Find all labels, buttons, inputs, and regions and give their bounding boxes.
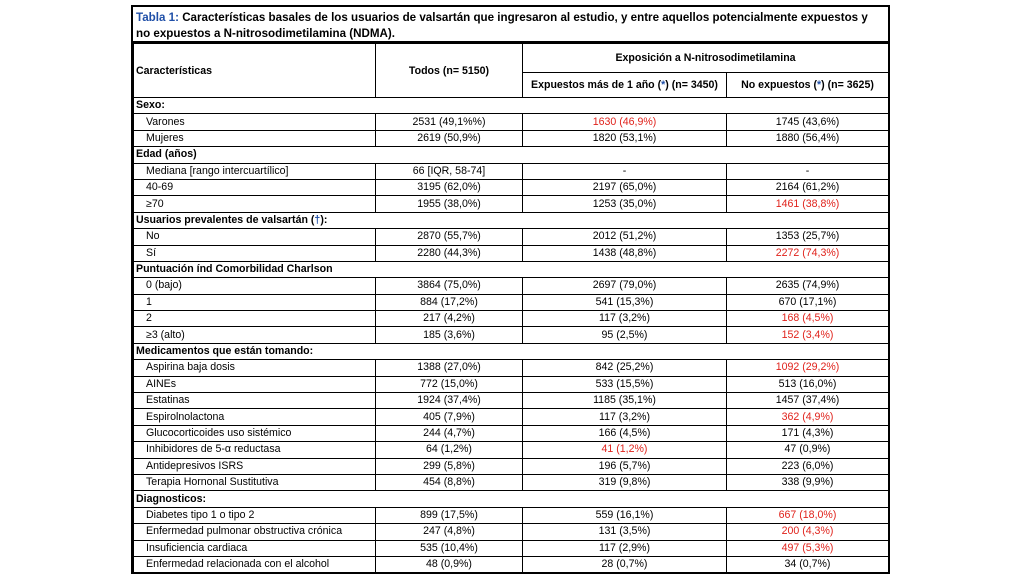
- cell-all: 1924 (37,4%): [376, 393, 523, 409]
- table-row: [134, 376, 889, 392]
- cell-exposed: 41 (1,2%): [523, 442, 727, 458]
- cell-unexposed: 171 (4,3%): [727, 425, 889, 441]
- cell-exposed: 117 (2,9%): [523, 540, 727, 556]
- section-prevalentes: [134, 212, 889, 228]
- cell-unexposed: 1457 (37,4%): [727, 393, 889, 409]
- row-label: No: [134, 229, 376, 245]
- header-exposed-post: ) (n= 3450): [665, 79, 718, 91]
- row-label: ≥3 (alto): [134, 327, 376, 343]
- cell-exposed: 1185 (35,1%): [523, 393, 727, 409]
- cell-exposed: 117 (3,2%): [523, 311, 727, 327]
- table-row: [134, 409, 889, 425]
- cell-exposed: 166 (4,5%): [523, 425, 727, 441]
- section-prevalentes-mark: †: [314, 213, 321, 226]
- row-label: Sí: [134, 245, 376, 261]
- table-row: [134, 393, 889, 409]
- row-label: Glucocorticoides uso sistémico: [134, 425, 376, 441]
- cell-exposed: 533 (15,5%): [523, 376, 727, 392]
- cell-exposed: -: [523, 163, 727, 179]
- row-label: 1: [134, 294, 376, 310]
- cell-exposed: 95 (2,5%): [523, 327, 727, 343]
- cell-all: 299 (5,8%): [376, 458, 523, 474]
- cell-unexposed: 168 (4,5%): [727, 311, 889, 327]
- table-row: [134, 196, 889, 212]
- table-row: [134, 245, 889, 261]
- cell-exposed: 117 (3,2%): [523, 409, 727, 425]
- cell-all: 2280 (44,3%): [376, 245, 523, 261]
- table-row: [134, 229, 889, 245]
- row-label: AINEs: [134, 376, 376, 392]
- table-row: [134, 442, 889, 458]
- cell-all: 2619 (50,9%): [376, 130, 523, 146]
- cell-unexposed: 47 (0,9%): [727, 442, 889, 458]
- cell-unexposed: 1745 (43,6%): [727, 114, 889, 130]
- header-unexposed-pre: No expuestos (: [741, 79, 818, 91]
- cell-unexposed: 1092 (29,2%): [727, 360, 889, 376]
- row-label: Varones: [134, 114, 376, 130]
- cell-all: 2531 (49,1%%): [376, 114, 523, 130]
- table-row: [134, 540, 889, 556]
- table-frame: [131, 5, 890, 574]
- cell-exposed: 1820 (53,1%): [523, 130, 727, 146]
- cell-unexposed: 2272 (74,3%): [727, 245, 889, 261]
- cell-all: 185 (3,6%): [376, 327, 523, 343]
- header-characteristics: Características: [134, 44, 376, 98]
- cell-unexposed: 338 (9,9%): [727, 474, 889, 490]
- section-edad: Edad (años): [134, 147, 889, 163]
- section-diagnosticos: Diagnosticos:: [134, 491, 889, 507]
- table-row: [134, 458, 889, 474]
- cell-exposed: 131 (3,5%): [523, 524, 727, 540]
- caption-text: Características basales de los usuarios de valsartán que ingresaron al estudio, y entre aquellos potencialmente expuestos y no expuestos a N-nitrosodimetilamina (NDMA).: [136, 11, 868, 40]
- cell-unexposed: 34 (0,7%): [727, 556, 889, 572]
- cell-all: 48 (0,9%): [376, 556, 523, 572]
- cell-unexposed: 1880 (56,4%): [727, 130, 889, 146]
- cell-all: 66 [IQR, 58-74]: [376, 163, 523, 179]
- header-unexposed-post: ) (n= 3625): [821, 79, 874, 91]
- cell-exposed: 559 (16,1%): [523, 507, 727, 523]
- row-label: Diabetes tipo 1 o tipo 2: [134, 507, 376, 523]
- header-unexposed: [727, 73, 889, 98]
- cell-unexposed: 670 (17,1%): [727, 294, 889, 310]
- cell-unexposed: 152 (3,4%): [727, 327, 889, 343]
- table-row: [134, 294, 889, 310]
- cell-unexposed: 667 (18,0%): [727, 507, 889, 523]
- table-row: [134, 474, 889, 490]
- row-label: 2: [134, 311, 376, 327]
- table-row: [134, 556, 889, 572]
- cell-all: 64 (1,2%): [376, 442, 523, 458]
- table-row: [134, 311, 889, 327]
- table-row: [134, 327, 889, 343]
- section-prevalentes-pre: Usuarios prevalentes de valsartán (: [136, 213, 315, 226]
- cell-unexposed: 223 (6,0%): [727, 458, 889, 474]
- caption-label: Tabla 1:: [136, 11, 179, 24]
- cell-all: 454 (8,8%): [376, 474, 523, 490]
- table-row: [134, 179, 889, 195]
- table-row: [134, 163, 889, 179]
- cell-exposed: 2697 (79,0%): [523, 278, 727, 294]
- row-label: Antidepresivos ISRS: [134, 458, 376, 474]
- cell-all: 899 (17,5%): [376, 507, 523, 523]
- cell-exposed: 2197 (65,0%): [523, 179, 727, 195]
- section-charlson: Puntuación índ Comorbilidad Charlson: [134, 261, 889, 277]
- cell-unexposed: -: [727, 163, 889, 179]
- cell-exposed: 541 (15,3%): [523, 294, 727, 310]
- header-exposed-pre: Expuestos más de 1 año (: [531, 79, 662, 91]
- cell-all: 2870 (55,7%): [376, 229, 523, 245]
- cell-exposed: 1438 (48,8%): [523, 245, 727, 261]
- row-label: Enfermedad pulmonar obstructiva crónica: [134, 524, 376, 540]
- header-exposed-mark: *: [661, 79, 666, 91]
- row-label: Estatinas: [134, 393, 376, 409]
- cell-all: 244 (4,7%): [376, 425, 523, 441]
- header-all: Todos (n= 5150): [376, 44, 523, 98]
- cell-all: 3864 (75,0%): [376, 278, 523, 294]
- cell-unexposed: 2164 (61,2%): [727, 179, 889, 195]
- section-prevalentes-post: ):: [320, 213, 328, 226]
- table-row: [134, 507, 889, 523]
- row-label: Mediana [rango intercuartílico]: [134, 163, 376, 179]
- cell-exposed: 319 (9,8%): [523, 474, 727, 490]
- cell-all: 3195 (62,0%): [376, 179, 523, 195]
- cell-exposed: 842 (25,2%): [523, 360, 727, 376]
- row-label: Mujeres: [134, 130, 376, 146]
- cell-unexposed: 1461 (38,8%): [727, 196, 889, 212]
- table-row: [134, 114, 889, 130]
- cell-exposed: 1630 (46,9%): [523, 114, 727, 130]
- cell-all: 1955 (38,0%): [376, 196, 523, 212]
- cell-all: 884 (17,2%): [376, 294, 523, 310]
- cell-unexposed: 2635 (74,9%): [727, 278, 889, 294]
- row-label: Terapia Hornonal Sustitutiva: [134, 474, 376, 490]
- header-exposed: [523, 73, 727, 98]
- row-label: Enfermedad relacionada con el alcohol: [134, 556, 376, 572]
- cell-all: 535 (10,4%): [376, 540, 523, 556]
- cell-all: 217 (4,2%): [376, 311, 523, 327]
- cell-exposed: 196 (5,7%): [523, 458, 727, 474]
- cell-unexposed: 200 (4,3%): [727, 524, 889, 540]
- table-row: [134, 130, 889, 146]
- table-caption: [133, 7, 888, 43]
- row-label: Aspirina baja dosis: [134, 360, 376, 376]
- cell-unexposed: 497 (5,3%): [727, 540, 889, 556]
- cell-all: 772 (15,0%): [376, 376, 523, 392]
- cell-all: 1388 (27,0%): [376, 360, 523, 376]
- table-row: [134, 278, 889, 294]
- table-row: [134, 360, 889, 376]
- cell-unexposed: 362 (4,9%): [727, 409, 889, 425]
- header-unexposed-mark: *: [817, 79, 822, 91]
- cell-all: 405 (7,9%): [376, 409, 523, 425]
- table-row: [134, 425, 889, 441]
- row-label: Inhibidores de 5-α reductasa: [134, 442, 376, 458]
- row-label: Insuficiencia cardiaca: [134, 540, 376, 556]
- data-table: [133, 43, 889, 573]
- section-sexo: Sexo:: [134, 98, 889, 114]
- row-label: Espirolnolactona: [134, 409, 376, 425]
- row-label: ≥70: [134, 196, 376, 212]
- header-exposure-group: Exposición a N-nitrosodimetilamina: [523, 44, 889, 73]
- cell-exposed: 2012 (51,2%): [523, 229, 727, 245]
- table-row: [134, 524, 889, 540]
- row-label: 0 (bajo): [134, 278, 376, 294]
- section-medicamentos: Medicamentos que están tomando:: [134, 343, 889, 359]
- cell-all: 247 (4,8%): [376, 524, 523, 540]
- cell-unexposed: 1353 (25,7%): [727, 229, 889, 245]
- cell-unexposed: 513 (16,0%): [727, 376, 889, 392]
- cell-exposed: 1253 (35,0%): [523, 196, 727, 212]
- cell-exposed: 28 (0,7%): [523, 556, 727, 572]
- row-label: 40-69: [134, 179, 376, 195]
